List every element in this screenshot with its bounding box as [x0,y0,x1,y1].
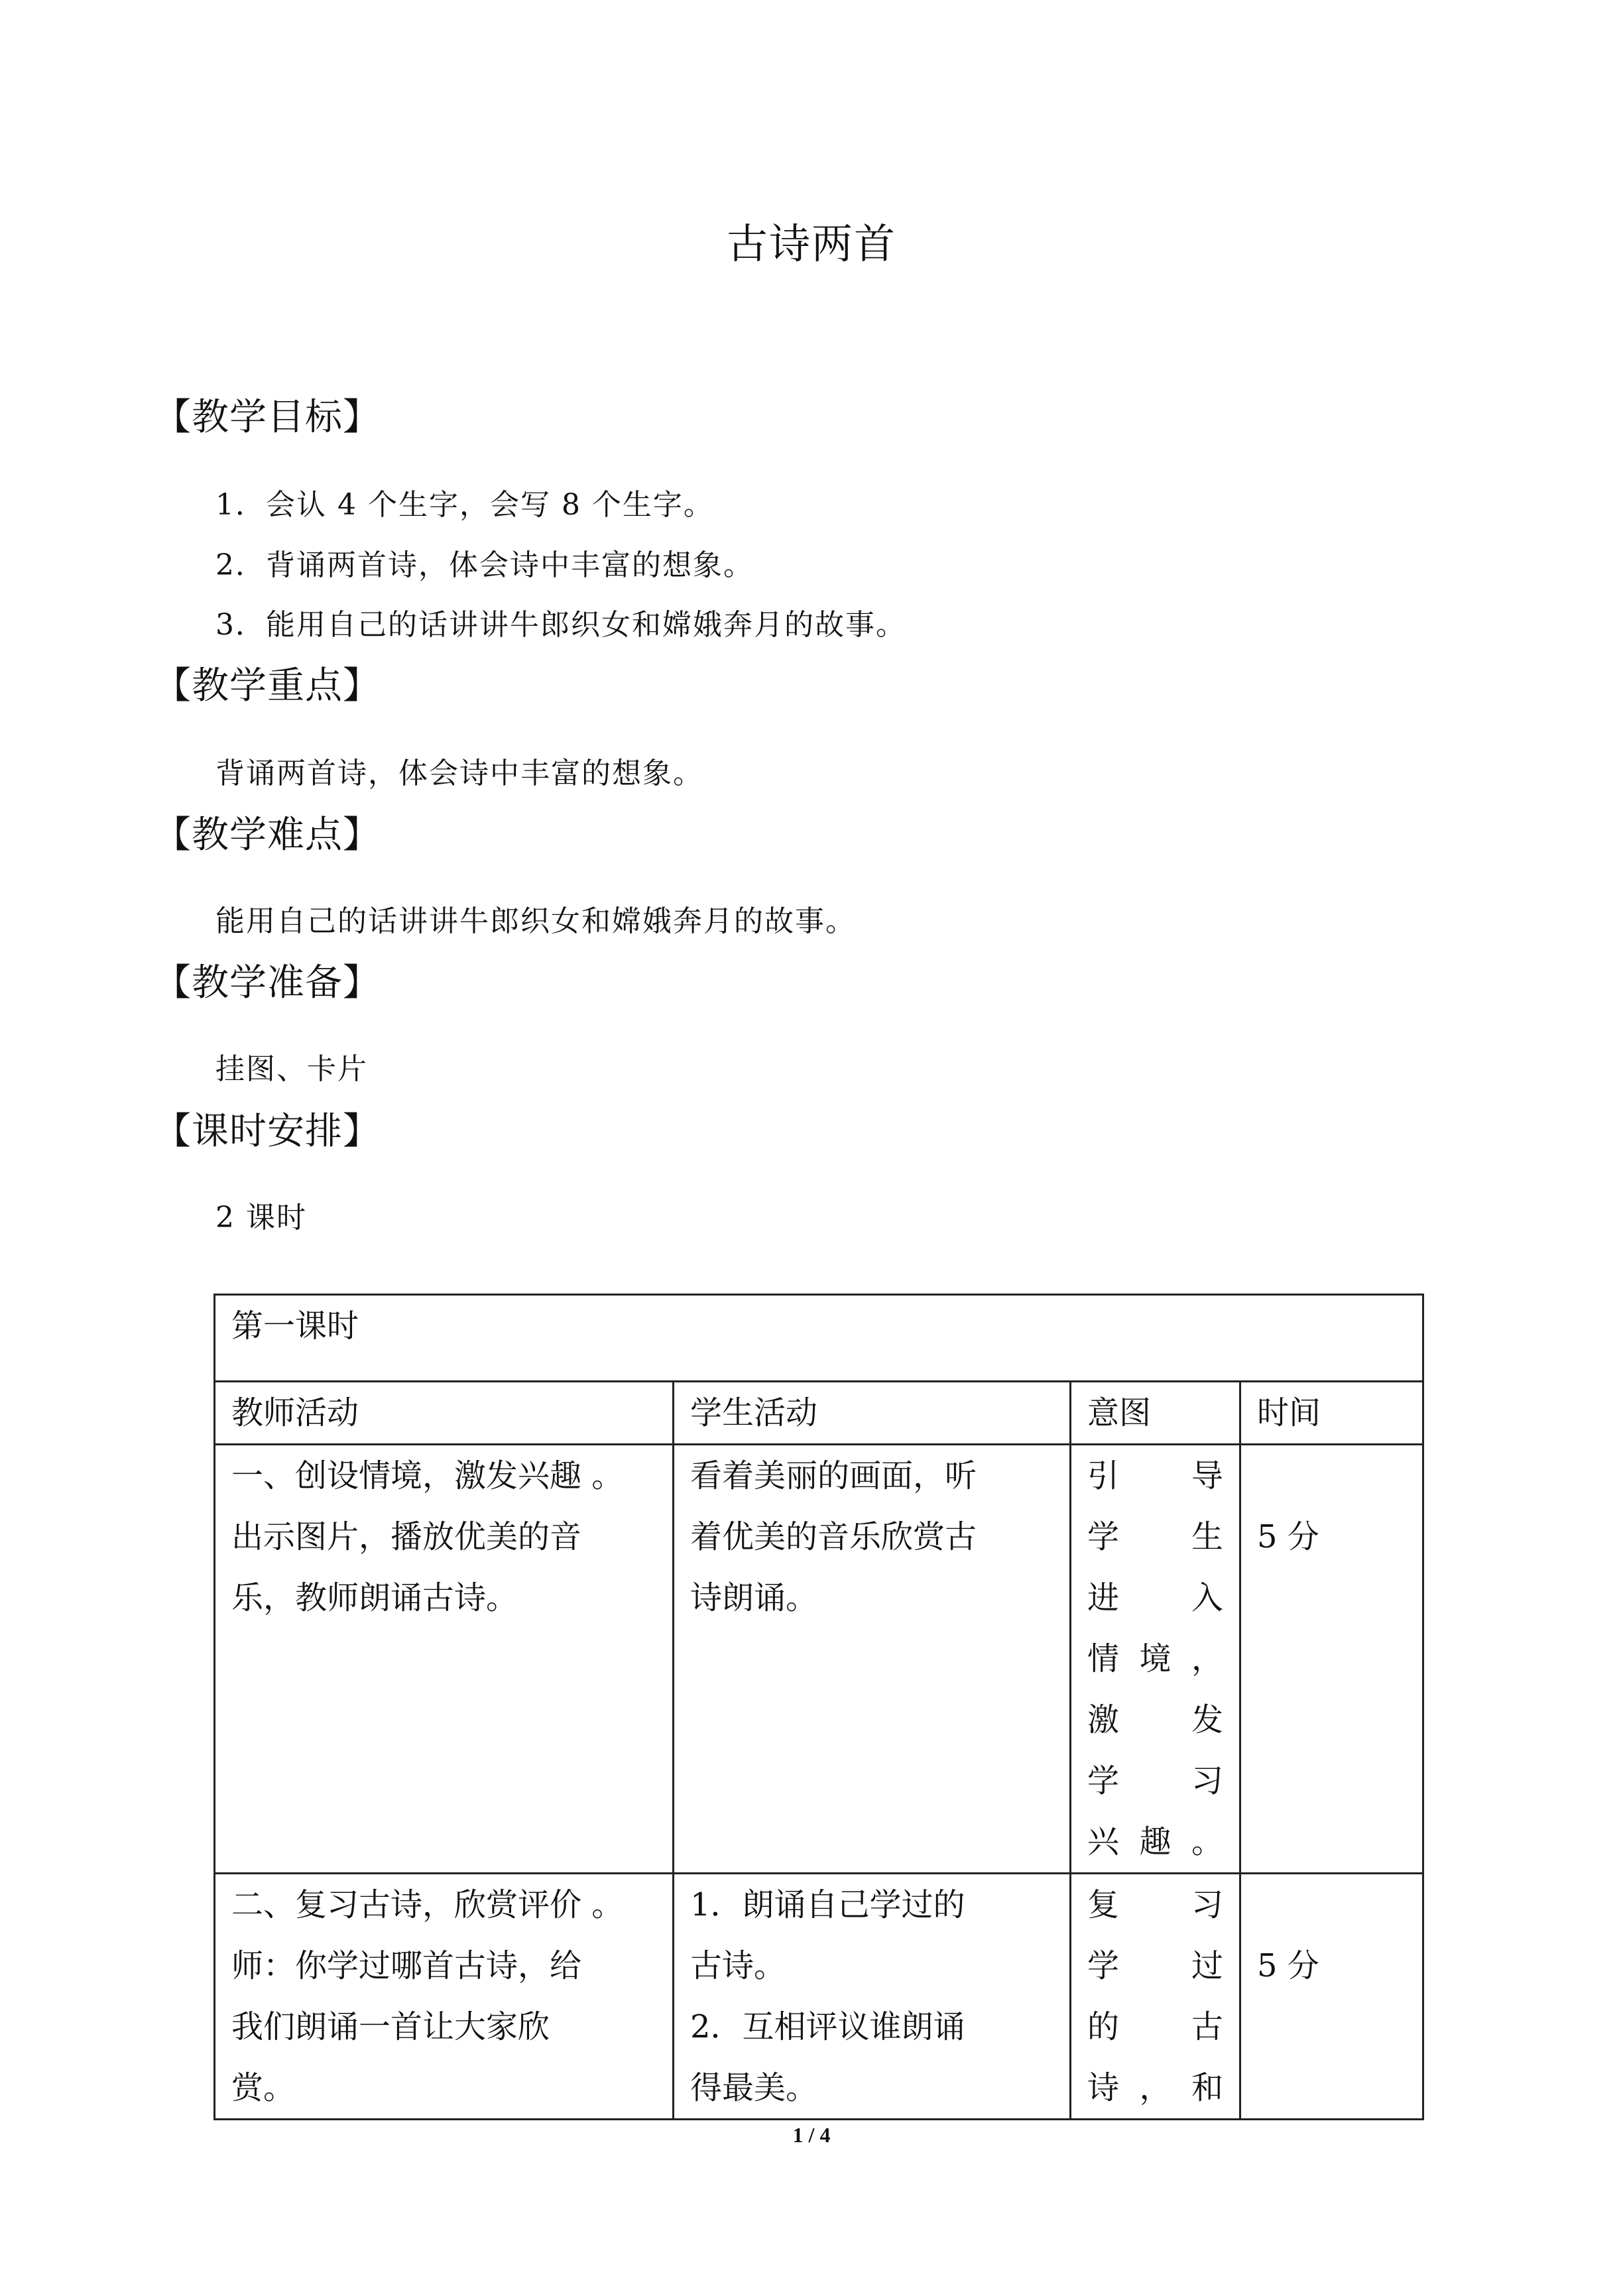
lesson-title-row [215,1295,1423,1382]
cell-line: 进入 [1087,1579,1223,1616]
cell-line: 学过 [1087,1947,1223,1984]
cell-line: 出示图片，播放优美的音 [231,1518,582,1555]
cell-line: 复习 [1087,1886,1223,1923]
teacher-activity-cell [215,1445,674,1874]
teacher-activity-cell [215,1874,674,2120]
cell-line: 激发 [1087,1701,1223,1738]
lesson-title: 第一课时 [215,1295,1423,1382]
cell-line: 赏。 [231,2069,296,2106]
cell-line: 二、复习古诗，欣赏评价 。 [231,1886,624,1923]
table-header-row [215,1382,1423,1445]
key-points-heading: 【教学重点】 [154,664,381,707]
time-cell [1240,1874,1423,2120]
time-cell [1240,1445,1423,1874]
time-value: 5 分 [1257,1947,1319,1984]
schedule-heading: 【课时安排】 [154,1110,381,1153]
header-student: 学生活动 [674,1382,1071,1445]
objective-item: 3．能用自己的话讲讲牛郎织女和嫦娥奔月的故事。 [215,608,906,642]
intent-cell [1071,1874,1240,2120]
preparation-heading: 【教学准备】 [154,961,381,1004]
cell-line: 情境， [1087,1640,1223,1677]
cell-line: 诗朗诵。 [690,1579,818,1616]
cell-line: 一、创设情境，激发兴趣 。 [231,1457,624,1494]
student-activity-cell [674,1874,1071,2120]
cell-line: 学习 [1087,1762,1223,1799]
preparation-text: 挂图、卡片 [215,1052,368,1086]
cell-line: 看着美丽的画面，听 [690,1457,977,1494]
student-activity-cell [674,1445,1071,1874]
objectives-heading: 【教学目标】 [154,396,381,439]
cell-line: 2．互相评议谁朗诵 [690,2008,965,2045]
cell-line: 我们朗诵一首让大家欣 [231,2008,550,2045]
header-teacher: 教师活动 [215,1382,674,1445]
cell-line: 1．朗诵自己学过的 [690,1886,965,1923]
schedule-text: 2 课时 [215,1201,307,1235]
cell-line: 引导 [1087,1457,1223,1494]
page-title: 古诗两首 [726,219,896,268]
cell-line: 着优美的音乐欣赏古 [690,1518,977,1555]
time-value: 5 分 [1257,1518,1319,1555]
page-number: 1 / 4 [792,2123,831,2147]
cell-line: 古诗。 [690,1947,786,1984]
cell-line: 乐，教师朗诵古诗。 [231,1579,518,1616]
cell-line: 的古 [1087,2008,1223,2045]
objective-item: 2．背诵两首诗，体会诗中丰富的想象。 [215,548,754,582]
cell-line: 学生 [1087,1518,1223,1555]
cell-line: 兴趣。 [1087,1823,1223,1860]
header-time: 时间 [1240,1382,1423,1445]
lesson-plan-table [213,1294,1424,2120]
difficulties-heading: 【教学难点】 [154,814,381,857]
key-points-text: 背诵两首诗，体会诗中丰富的想象。 [215,756,703,790]
header-intent: 意图 [1071,1382,1240,1445]
intent-cell [1071,1445,1240,1874]
cell-line: 得最美。 [690,2069,818,2106]
objective-item: 1．会认 4 个生字，会写 8 个生字。 [215,488,714,522]
cell-line: 诗，和 [1087,2069,1223,2106]
table-row [215,1874,1423,2120]
table-row [215,1445,1423,1874]
difficulties-text: 能用自己的话讲讲牛郎织女和嫦娥奔月的故事。 [215,904,856,938]
cell-line: 师：你学过哪首古诗，给 [231,1947,582,1984]
